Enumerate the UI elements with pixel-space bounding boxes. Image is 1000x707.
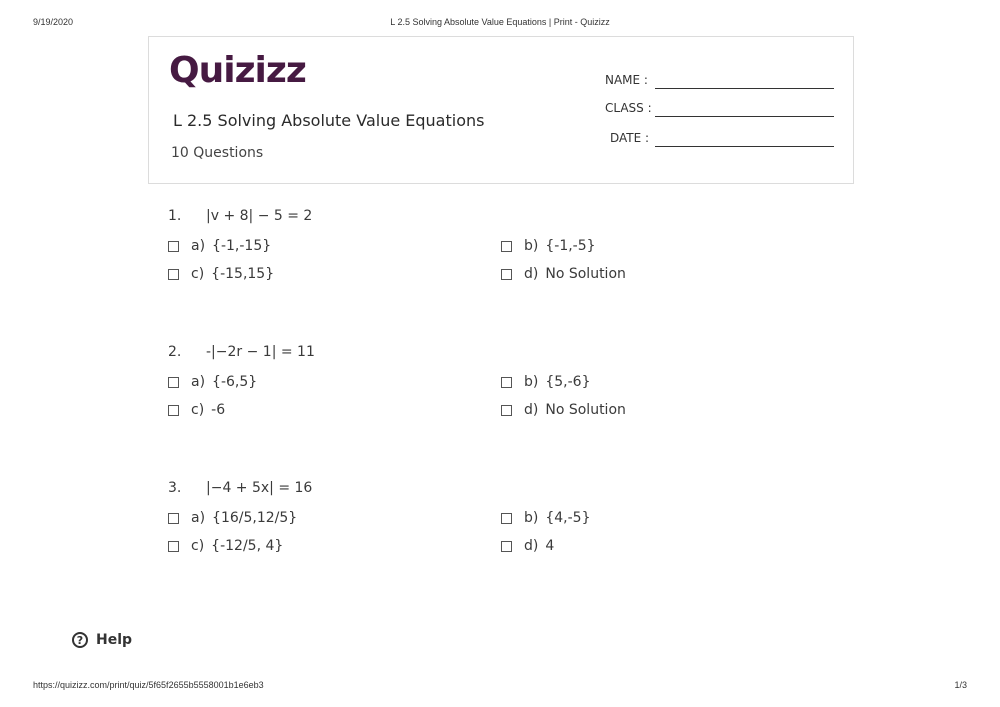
checkbox[interactable] bbox=[168, 541, 179, 552]
option-letter: c) bbox=[191, 402, 205, 418]
checkbox[interactable] bbox=[501, 377, 512, 388]
option-a[interactable] bbox=[168, 238, 271, 254]
quiz-title: L 2.5 Solving Absolute Value Equations bbox=[173, 111, 485, 130]
option-letter: a) bbox=[191, 374, 206, 390]
print-date: 9/19/2020 bbox=[33, 17, 74, 27]
option-text: {-12/5, 4} bbox=[211, 538, 284, 554]
option-c[interactable] bbox=[168, 538, 283, 554]
checkbox[interactable] bbox=[168, 241, 179, 252]
option-text: No Solution bbox=[545, 266, 626, 282]
question-equation: |v + 8| − 5 = 2 bbox=[206, 208, 313, 224]
option-text: {-15,15} bbox=[211, 266, 275, 282]
option-text: {16/5,12/5} bbox=[212, 510, 298, 526]
checkbox[interactable] bbox=[501, 241, 512, 252]
option-text: {-1,-5} bbox=[545, 238, 596, 254]
print-page-title: L 2.5 Solving Absolute Value Equations | Print - Quizizz bbox=[390, 17, 610, 27]
help-label: Help bbox=[96, 632, 133, 648]
question-text bbox=[168, 208, 312, 224]
question-circle-icon: ? bbox=[72, 632, 88, 648]
option-letter: b) bbox=[524, 510, 539, 526]
option-b[interactable] bbox=[501, 238, 596, 254]
option-text: No Solution bbox=[545, 402, 626, 418]
checkbox[interactable] bbox=[501, 513, 512, 524]
checkbox[interactable] bbox=[501, 541, 512, 552]
option-letter: b) bbox=[524, 374, 539, 390]
option-letter: d) bbox=[524, 402, 539, 418]
question-number: 3. bbox=[168, 480, 182, 496]
question-equation: -|−2r − 1| = 11 bbox=[206, 344, 315, 360]
page-number: 1/3 bbox=[954, 680, 967, 690]
checkbox[interactable] bbox=[501, 269, 512, 280]
checkbox[interactable] bbox=[168, 513, 179, 524]
name-field[interactable] bbox=[589, 69, 834, 89]
option-text: 4 bbox=[545, 538, 555, 554]
name-label: NAME : bbox=[605, 73, 648, 87]
option-text: {4,-5} bbox=[545, 510, 591, 526]
option-c[interactable] bbox=[168, 402, 225, 418]
question-text bbox=[168, 344, 315, 360]
checkbox[interactable] bbox=[168, 377, 179, 388]
option-letter: c) bbox=[191, 538, 205, 554]
option-a[interactable] bbox=[168, 510, 297, 526]
class-field[interactable] bbox=[589, 97, 834, 117]
question-number: 2. bbox=[168, 344, 182, 360]
question-text bbox=[168, 480, 312, 496]
option-letter: a) bbox=[191, 510, 206, 526]
option-letter: b) bbox=[524, 238, 539, 254]
date-field[interactable] bbox=[589, 127, 834, 147]
class-label: CLASS : bbox=[605, 101, 652, 115]
option-text: {-6,5} bbox=[212, 374, 258, 390]
help-link[interactable] bbox=[72, 632, 132, 648]
option-text: {-1,-15} bbox=[212, 238, 272, 254]
option-d[interactable] bbox=[501, 266, 626, 282]
checkbox[interactable] bbox=[168, 269, 179, 280]
option-d[interactable] bbox=[501, 538, 554, 554]
class-line[interactable] bbox=[655, 116, 834, 117]
question-count: 10 Questions bbox=[171, 145, 264, 161]
date-line[interactable] bbox=[655, 146, 834, 147]
print-url: https://quizizz.com/print/quiz/5f65f2655b5558001b1e6eb3 bbox=[33, 680, 264, 690]
option-letter: c) bbox=[191, 266, 205, 282]
option-letter: a) bbox=[191, 238, 206, 254]
checkbox[interactable] bbox=[501, 405, 512, 416]
option-a[interactable] bbox=[168, 374, 257, 390]
name-line[interactable] bbox=[655, 88, 834, 89]
option-text: {5,-6} bbox=[545, 374, 591, 390]
option-text: -6 bbox=[211, 402, 226, 418]
option-c[interactable] bbox=[168, 266, 274, 282]
option-d[interactable] bbox=[501, 402, 626, 418]
quizizz-logo: Quizizz bbox=[169, 50, 306, 91]
option-letter: d) bbox=[524, 266, 539, 282]
checkbox[interactable] bbox=[168, 405, 179, 416]
option-letter: d) bbox=[524, 538, 539, 554]
question-number: 1. bbox=[168, 208, 182, 224]
date-label: DATE : bbox=[610, 131, 650, 145]
option-b[interactable] bbox=[501, 510, 591, 526]
quiz-header-card bbox=[148, 36, 854, 184]
question-equation: |−4 + 5x| = 16 bbox=[206, 480, 313, 496]
option-b[interactable] bbox=[501, 374, 591, 390]
